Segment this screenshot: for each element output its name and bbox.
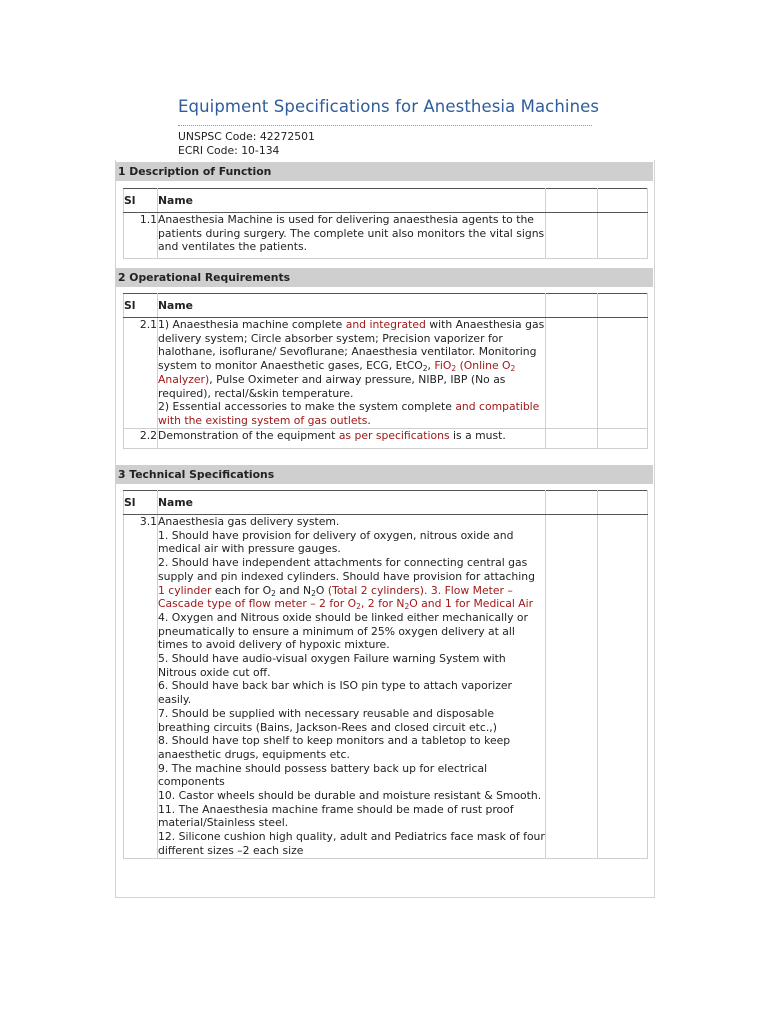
row-blank-2 (598, 428, 648, 448)
row-text: 1) Anaesthesia machine complete and integrated with Anaesthesia gas delivery system; Circle absorber system; Precision vaporizer for halothane, isoflurane/ Sevoflurane; Anaesthesia ventilator. Monitoring system to monitor Anaesthetic gases, ECG, EtCO$_2$, FiO$_2$ (Online $O_2$ Analyzer), Pulse Oximeter and airway pressure, NIBP, IBP (No as required), rectal/&skin temperature. 2) Essential accessories to make the system complete and compatible with the existing system of gas outlets. (158, 318, 545, 427)
table-row (124, 318, 648, 429)
codes-block (178, 130, 315, 158)
page-title: Equipment Specifications for Anesthesia Machines (178, 97, 600, 116)
row-blank-1 (546, 213, 598, 259)
row-text: Demonstration of the equipment as per specifications is a must. (158, 428, 546, 448)
table-section-2 (123, 293, 648, 449)
row-text: Anaesthesia gas delivery system. 1. Should have provision for delivery of oxygen, nitrous oxide and medical air with pressure gauges. 2. Should have independent attachments for connecting central gas supply and pin indexed cylinders. Should have provision for attaching 1 cylinder each for $O_2$ and $N_2O$ (Total 2 cylinders). 3. Flow Meter – Cascade type of flow meter – 2 for $O_2$, 2 for $N_2O$ and 1 for Medical Air 4. Oxygen and Nitrous oxide should be linked either mechanically or pneumatically to ensure a minimum of 25% oxygen delivery at all times to avoid delivery of hypoxic mixture. 5. Should have audio-visual oxygen Failure warning System with Nitrous oxide cut off. 6. Should have back bar which is ISO pin type to attach vaporizer easily. 7. Should be supplied with necessary reusable and disposable breathing circuits (Bains, Jackson-Rees and closed circuit etc.,) 8. Should have top shelf to keep monitors and a tabletop to keep anaesthetic drugs, equipments etc. 9. The machine should possess battery back up for electrical components 10. Castor wheels should be durable and moisture resistant & Smooth. 11. The Anaesthesia machine frame should be made of rust proof material/Stainless steel. 12. Silicone cushion high quality, adult and Pediatrics face mask of four different sizes –2 each size (158, 515, 545, 857)
row-blank-1 (546, 318, 598, 429)
col-header-blank-1 (546, 294, 598, 318)
col-header-blank-1 (546, 189, 598, 213)
row-sl: 3.1 (124, 515, 158, 859)
row-blank-2 (598, 213, 648, 259)
title-divider (178, 125, 592, 126)
row-blank-1 (546, 515, 598, 859)
row-blank-2 (598, 515, 648, 859)
table-row (124, 213, 648, 259)
row-sl: 2.2 (124, 428, 158, 448)
row-sl: 1.1 (124, 213, 158, 259)
col-header-sl: Sl (124, 189, 158, 213)
col-header-blank-2 (598, 189, 648, 213)
row-sl: 2.1 (124, 318, 158, 429)
table-header-row (124, 189, 648, 213)
col-header-name: Name (158, 491, 546, 515)
section-heading-3: 3 Technical Specifications (115, 465, 653, 484)
table-section-1 (123, 188, 648, 259)
row-blank-1 (546, 428, 598, 448)
table-section-3 (123, 490, 648, 859)
col-header-blank-2 (598, 294, 648, 318)
col-header-sl: Sl (124, 294, 158, 318)
table-row (124, 428, 648, 448)
col-header-name: Name (158, 294, 546, 318)
section-heading-1: 1 Description of Function (115, 162, 653, 181)
col-header-blank-1 (546, 491, 598, 515)
table-row (124, 515, 648, 859)
table-header-row (124, 491, 648, 515)
col-header-name: Name (158, 189, 546, 213)
table-header-row (124, 294, 648, 318)
row-blank-2 (598, 318, 648, 429)
section-heading-2: 2 Operational Requirements (115, 268, 653, 287)
unspsc-code: UNSPSC Code: 42272501 (178, 130, 315, 143)
col-header-sl: Sl (124, 491, 158, 515)
row-text: Anaesthesia Machine is used for delivering anaesthesia agents to the patients during surgery. The complete unit also monitors the vital signs and ventilates the patients. (158, 213, 546, 259)
col-header-blank-2 (598, 491, 648, 515)
ecri-code: ECRI Code: 10-134 (178, 144, 280, 157)
